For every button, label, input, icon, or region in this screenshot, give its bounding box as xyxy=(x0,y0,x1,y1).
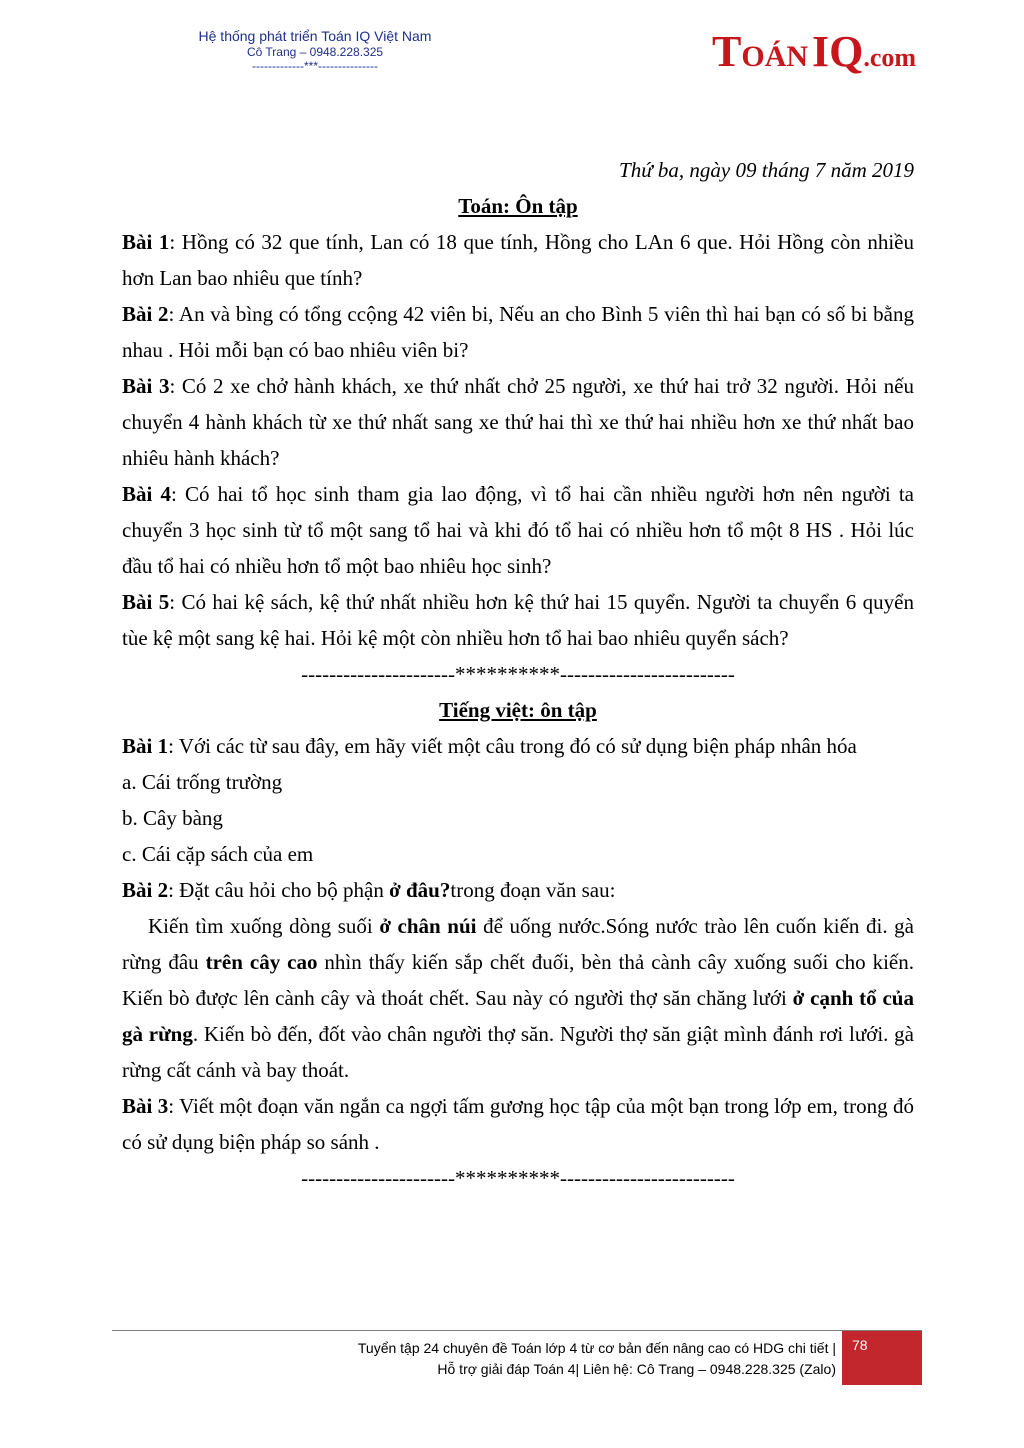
toaniq-logo xyxy=(712,26,916,86)
math-problem-3 xyxy=(122,368,914,476)
problem-text: : Đặt câu hỏi cho bộ phận xyxy=(168,878,390,902)
math-problem-1 xyxy=(122,224,914,296)
viet-item-a: a. Cái trống trường xyxy=(122,770,283,794)
viet-item-b: b. Cây bàng xyxy=(122,806,223,830)
problem-label: Bài 2 xyxy=(122,302,169,326)
passage-bold-3: ở cạnh tổ của gà rừng xyxy=(122,986,914,1046)
passage-text: . Kiến bò đến, đốt vào chân người thợ săn. Người thợ săn giật mình đánh rơi lưới. gà rừng cất cánh và bay thoát. xyxy=(122,1022,914,1082)
problem-label: Bài 1 xyxy=(122,230,170,254)
page-number: 78 xyxy=(842,1331,922,1385)
viet-title: Tiếng việt: ôn tập xyxy=(439,698,597,722)
problem-text: : Có 2 xe chở hành khách, xe thứ nhất chở 25 người, xe thứ hai trở 32 người. Hỏi nếu chuyển 4 hành khách từ xe thứ nhất sang xe thứ hai thì xe thứ hai nhiều hơn xe thứ nhất bao nhiêu hành khách? xyxy=(122,374,914,470)
math-problem-4 xyxy=(122,476,914,584)
viet-item-c: c. Cái cặp sách của em xyxy=(122,842,314,866)
section-separator: ----------------------**********------------------------- xyxy=(301,1166,735,1190)
problem-text: : An và bìng có tổng ccộng 42 viên bi, Nếu an cho Bình 5 viên thì hai bạn có số bi bằng nhau . Hỏi mỗi bạn có bao nhiêu viên bi? xyxy=(122,302,914,362)
document-body xyxy=(122,152,914,1196)
viet-problem-1 xyxy=(122,728,914,764)
problem-label: Bài 5 xyxy=(122,590,170,614)
footer-text xyxy=(200,1338,836,1380)
footer-line-2: Hỗ trợ giải đáp Toán 4| Liên hệ: Cô Trang – 0948.228.325 (Zalo) xyxy=(437,1361,836,1377)
footer-rule xyxy=(112,1330,922,1331)
math-problem-2 xyxy=(122,296,914,368)
problem-label: Bài 3 xyxy=(122,1094,169,1118)
logo-domain: .com xyxy=(863,43,917,72)
problem-text: : Có hai tổ học sinh tham gia lao động, vì tổ hai cần nhiều người hơn nên người ta chuyển 3 học sinh từ tổ một sang tổ hai và khi đó tổ hai có nhiều hơn tổ một 8 HS . Hỏi lúc đầu tổ hai có nhiều hơn tổ một bao nhiêu học sinh? xyxy=(122,482,915,578)
header-divider: -------------***--------------- xyxy=(252,59,378,73)
problem-label: Bài 4 xyxy=(122,482,171,506)
math-title: Toán: Ôn tập xyxy=(458,194,578,218)
problem-label: Bài 1 xyxy=(122,734,169,758)
highlight-phrase: ở đâu? xyxy=(389,878,451,902)
passage-bold-2: trên cây cao xyxy=(205,950,318,974)
header-info xyxy=(150,28,480,73)
passage-text: để uống nước.Sóng nước trào lên cuốn kiến đi. gà rừng đâu xyxy=(122,914,914,974)
viet-problem-2 xyxy=(122,872,914,908)
passage-text: Kiến tìm xuống dòng suối xyxy=(148,914,380,938)
problem-text: : Với các từ sau đây, em hãy viết một câu trong đó có sử dụng biện pháp nhân hóa xyxy=(168,734,857,758)
logo-iq: IQ xyxy=(812,27,864,76)
problem-text-tail: trong đoạn văn sau: xyxy=(450,878,616,902)
problem-text: : Hồng có 32 que tính, Lan có 18 que tính, Hồng cho LAn 6 que. Hỏi Hồng còn nhiều hơn Lan bao nhiêu que tính? xyxy=(122,230,914,290)
problem-text: : Có hai kệ sách, kệ thứ nhất nhiều hơn kệ thứ hai 15 quyển. Người ta chuyển 6 quyển tùe kệ một sang kệ hai. Hỏi kệ một còn nhiều hơn tổ hai bao nhiêu quyển sách? xyxy=(122,590,915,650)
passage-text: nhìn thấy kiến sắp chết đuối, bèn thả cành cây xuống suối cho kiến. Kiến bò được lên cành cây và thoát chết. Sau này có người thợ săn chăng lưới xyxy=(122,950,914,1010)
header-org: Hệ thống phát triển Toán IQ Việt Nam xyxy=(198,28,432,44)
math-problem-5 xyxy=(122,584,914,656)
footer-line-1: Tuyển tập 24 chuyên đề Toán lớp 4 từ cơ bản đến nâng cao có HDG chi tiết | xyxy=(357,1340,836,1356)
problem-label: Bài 2 xyxy=(122,878,169,902)
logo-word: OÁN xyxy=(741,40,809,73)
section-separator: ----------------------**********------------------------- xyxy=(301,662,735,686)
logo-letter: T xyxy=(712,27,742,76)
problem-text: : Viết một đoạn văn ngắn ca ngợi tấm gương học tập của một bạn trong lớp em, trong đó có sử dụng biện pháp so sánh . xyxy=(122,1094,914,1154)
passage-bold-1: ở chân núi xyxy=(379,914,477,938)
problem-label: Bài 3 xyxy=(122,374,170,398)
header-contact: Cô Trang – 0948.228.325 xyxy=(246,45,384,59)
viet-problem-3 xyxy=(122,1088,914,1160)
date-line: Thứ ba, ngày 09 tháng 7 năm 2019 xyxy=(619,158,914,182)
passage xyxy=(122,908,914,1088)
